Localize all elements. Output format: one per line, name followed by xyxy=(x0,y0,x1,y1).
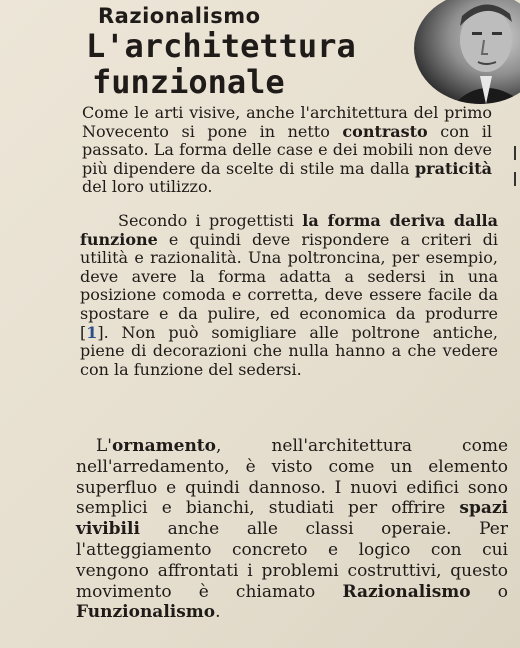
bold-term: spazi vivibili xyxy=(76,498,508,540)
bold-term: la forma deriva dalla funzione xyxy=(80,211,499,249)
bold-term: Razionalismo xyxy=(342,581,471,602)
margin-mark xyxy=(514,146,516,160)
architect-portrait-photo xyxy=(414,0,520,104)
portrait-face-icon xyxy=(414,0,520,104)
bold-term: ornamento xyxy=(111,436,216,456)
margin-mark xyxy=(514,172,516,186)
paragraph-ornament xyxy=(76,436,508,623)
section-kicker: Razionalismo xyxy=(98,4,261,28)
text-run: Secondo i progettisti xyxy=(118,211,303,230)
bold-term: Funzionalismo xyxy=(76,602,216,623)
title-line-1: L'architettura xyxy=(86,27,356,65)
text-run: con il passato. La forma delle case e dei mobili non deve più dipendere da scelte di stile ma dalla xyxy=(82,121,492,178)
text-run: Come le arti visive, anche l'architettura del primo Novecento si pone in netto xyxy=(82,103,492,141)
page-title xyxy=(86,28,356,100)
bold-term: praticità xyxy=(414,158,492,178)
title-line-2: funzionale xyxy=(92,63,285,101)
text-run: anche alle classi operaie. Per l'atteggiamento concreto e logico con cui vengono affrontati i problemi costruttivi, questo movimento è chiamato xyxy=(76,519,508,602)
text-run: , nell'architettura come nell'arredamento, è visto come un elemento superfluo e quindi dannoso. I nuovi edifici sono semplici e bianchi, studiati per offrire xyxy=(76,436,508,519)
text-run: L' xyxy=(96,436,112,456)
text-run: del loro utilizzo. xyxy=(82,177,213,197)
text-run: e quindi deve rispondere a criteri di utilità e razionalità. Una poltroncina, per esempio, deve avere la forma adatta a sedersi in una posizione comoda e corretta, deve essere facile da spostare e da pulire, ed economica da produrre [ xyxy=(80,229,498,342)
text-run: . xyxy=(215,602,221,623)
paragraph-intro xyxy=(82,104,492,197)
text-run: o xyxy=(470,581,508,602)
figure-reference[interactable]: 1 xyxy=(86,322,98,342)
bold-term: contrasto xyxy=(342,121,428,141)
paragraph-form-function xyxy=(80,212,498,379)
text-run: ]. Non può somigliare alle poltrone antiche, piene di decorazioni che nulla hanno a che vedere con la funzione del sedersi. xyxy=(80,322,498,379)
